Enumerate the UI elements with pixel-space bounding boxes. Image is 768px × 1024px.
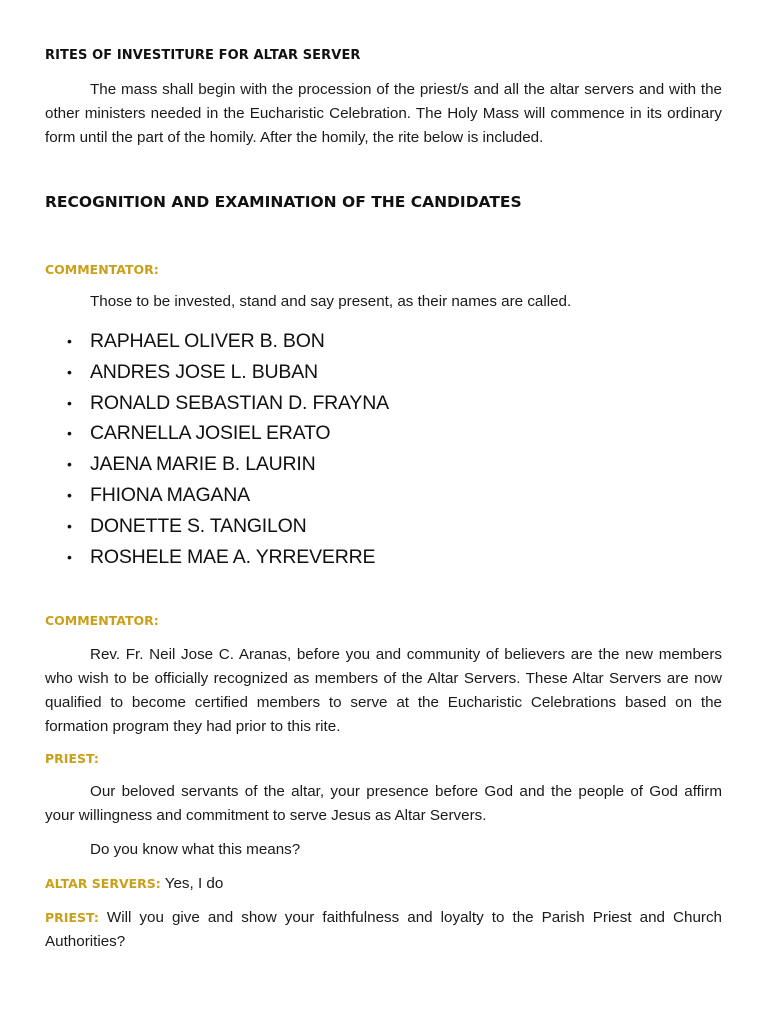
priest-text-3: Will you give and show your faithfulness and loyalty to the Parish Priest and Church Authorities? (45, 909, 722, 950)
bullet-icon: • (67, 517, 72, 534)
document-title: RITES OF INVESTITURE FOR ALTAR SERVER (45, 48, 361, 63)
candidate-name: RAPHAEL OLIVER B. BON (90, 330, 325, 352)
bullet-icon: • (67, 548, 72, 565)
candidate-name: ANDRES JOSE L. BUBAN (90, 360, 318, 383)
candidate-name: DONETTE S. TANGILON (90, 514, 307, 537)
bullet-icon: • (67, 456, 72, 473)
bullet-icon: • (67, 394, 72, 411)
list-item (45, 388, 389, 419)
altar-servers-text: Yes, I do (164, 875, 224, 892)
candidate-name: FHIONA MAGANA (90, 483, 250, 506)
priest-label-2: PRIEST: (45, 910, 99, 925)
candidate-name: ROSHELE MAE A. YRREVERRE (90, 545, 376, 568)
altar-servers-line (45, 872, 722, 896)
intro-paragraph: The mass shall begin with the procession of the priest/s and all the altar servers and with the other ministers needed in the Eucharistic Celebration. The Holy Mass will commence in its ordinary form until the part of the homily. After the homily, the rite below is included. (45, 81, 722, 146)
commentator-label-1: COMMENTATOR: (45, 262, 159, 277)
candidate-name: CARNELLA JOSIEL ERATO (90, 422, 331, 445)
candidate-name: JAENA MARIE B. LAURIN (90, 453, 316, 476)
commentator-text-2: Rev. Fr. Neil Jose C. Aranas, before you and community of believers are the new members who wish to be officially recognized as members of the Altar Servers. These Altar Servers are now qualified to become certified members to serve at the Eucharistic Celebrations based on the formation program they had prior to this rite. (45, 646, 722, 735)
list-item (45, 449, 389, 480)
candidate-list (45, 326, 389, 572)
commentator-label-2: COMMENTATOR: (45, 613, 159, 628)
bullet-icon: • (67, 486, 72, 503)
list-item (45, 480, 389, 511)
commentator-text-1: Those to be invested, stand and say present, as their names are called. (90, 293, 572, 310)
priest-text-2: Do you know what this means? (90, 841, 301, 858)
list-item (45, 418, 389, 449)
list-item (45, 326, 389, 357)
bullet-icon: • (67, 333, 72, 349)
list-item (45, 511, 389, 542)
list-item (45, 542, 389, 573)
priest-label-1: PRIEST: (45, 751, 99, 766)
list-item (45, 357, 389, 388)
priest-text-1: Our beloved servants of the altar, your presence before God and the people of God affirm your willingness and commitment to serve Jesus as Altar Servers. (45, 783, 722, 824)
bullet-icon: • (67, 363, 72, 380)
priest-question-line (45, 906, 722, 954)
bullet-icon: • (67, 425, 72, 442)
candidate-name: RONALD SEBASTIAN D. FRAYNA (90, 391, 389, 414)
section-heading: RECOGNITION AND EXAMINATION OF THE CANDIDATES (45, 193, 522, 211)
altar-servers-label: ALTAR SERVERS: (45, 876, 161, 891)
